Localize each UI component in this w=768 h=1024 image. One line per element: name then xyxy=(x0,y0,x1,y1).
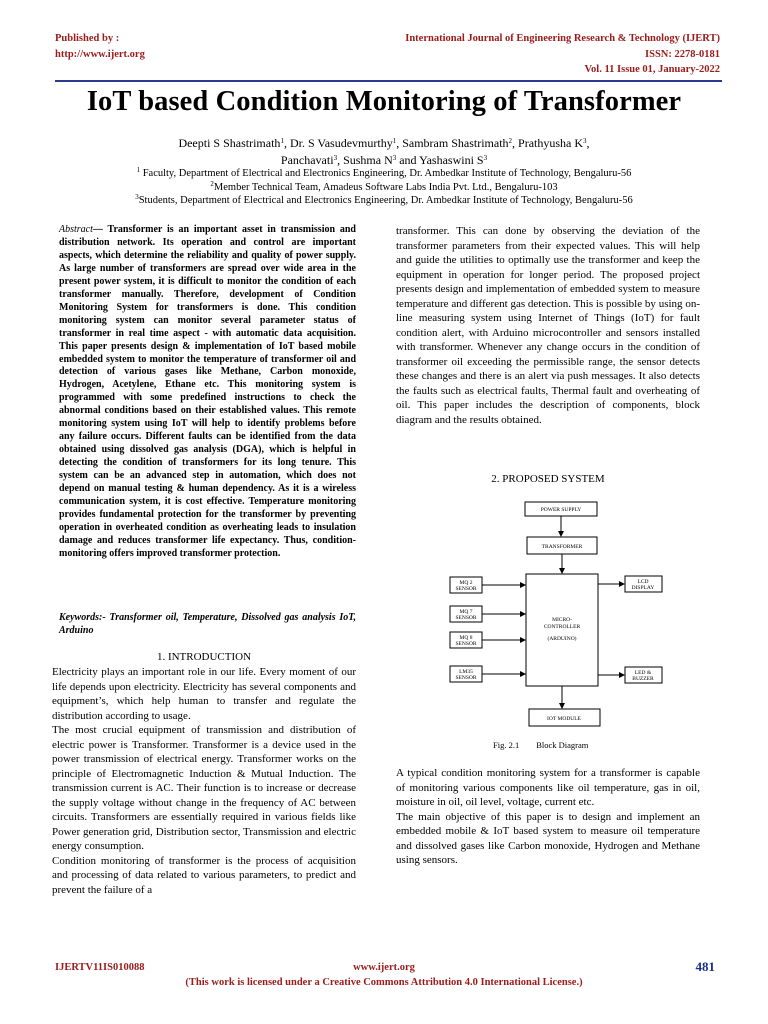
svg-text:SENSOR: SENSOR xyxy=(455,615,477,621)
svg-text:(ARDUINO): (ARDUINO) xyxy=(547,636,577,642)
paragraph: Condition monitoring of transformer is the process of acquisition and processing of data related to various parameters, to predict and prevent the failure of a xyxy=(52,854,356,896)
author: Panchavati xyxy=(280,153,334,167)
svg-text:POWER SUPPLY: POWER SUPPLY xyxy=(540,507,582,513)
microcontroller-block xyxy=(526,574,598,686)
power-supply-block xyxy=(525,502,597,516)
author: , Prathyusha K xyxy=(512,136,584,150)
author: , Dr. S Vasudevmurthy xyxy=(283,136,393,150)
publisher-block xyxy=(55,31,145,63)
abstract-text: Transformer is an important asset in transmission and distribution network. Its operation and control are important aspects, which determine the reliability and quality of power supply. As large number of transformers are spread over wide area in the present power system, it is difficult to monitor the condition of each transformer manually. Therefore, development of Condition Monitoring System for transformers is done. This condition monitoring system can monitor several parameter status of transformer in real time aspect - with automatic data acquisition. This paper presents design & implementation of IoT based mobile embedded system to monitor the temperature of transformer oil and detection of various gases like Methane, Carbon monoxide, Hydrogen, Acetylene, Ethane etc. This monitoring system is programmed with some predefined instructions to check the abnormal conditions based on their established values. This remote monitoring system using IoT will help to identify problems before any failure occurs. Different faults can be identified from the data obtained using dissolved gas analysis (DGA), which is helpful in detecting the condition of transformers for its long tenure. This system can be an advanced step in automation, which does not depend on manual testing & human dependency. As it is a wireless communication system, it is cost effective. Temperature monitoring provides fundamental protection for the transformer by preventing operation in overheated condition as overheating leads to insulation damage and reduces transformer life expectancy. Thus, condition-monitoring offers improved transformer protection. xyxy=(59,224,356,559)
paragraph: The most crucial equipment of transmission and distribution of electric power is Transformer. Transformer is a device used in the power transmission of electrical energy. Transformer works on the principle of Electromagnetic Induction & Mutual Induction. The transmission current is AC. Their function is to increase or decrease the supply voltage without change in the frequency of AC between circuits. Transformers are essentially required in various fields like Power generation grid, Distribution sector, Transmission and electric energy consumption. xyxy=(52,724,356,852)
journal-info-block xyxy=(405,31,720,78)
section-heading-introduction: 1. INTRODUCTION xyxy=(156,651,252,663)
svg-text:MICRO-: MICRO- xyxy=(552,617,572,623)
introduction-body xyxy=(52,665,356,897)
author-list: Deepti S Shastrimath$^1$, Dr. S Vasudevmurthy$^1$, Sambram Shastrimath$^2$, Prathyusha $K^3$, Panchavati$^3$, Sushma $N^3$ and Yashaswini $S^3$ xyxy=(178,136,590,167)
page-number: 481 xyxy=(695,959,715,974)
svg-text:BUZZER: BUZZER xyxy=(632,676,654,682)
transformer-block xyxy=(527,537,597,554)
abstract: Abstract— Transformer is an important asset in transmission and distribution network. Its operation and control are important aspects, which determine the reliability and quality of power supply. As large number of transformers are spread over wide area in the present power system, it is difficult to monitor the condition of each transformer manually. Therefore, development of Condition Monitoring System for transformers is done. This condition monitoring system can monitor several parameter status of transformer in real time aspect - with automatic data acquisition. This paper presents design & implementation of IoT based mobile embedded system to monitor the temperature of transformer oil and detection of various gases like Methane, Carbon monoxide, Hydrogen, Acetylene, Ethane etc. This monitoring system is programmed with some predefined instructions to check the abnormal conditions based on their established values. This remote monitoring system using IoT will help to identify problems before any failure occurs. Different faults can be identified from the data obtained using dissolved gas analysis (DGA), which is helpful in detecting the condition of transformers for its long tenure. This system can be an advanced step in automation, which does not depend on manual testing & human dependency. As it is a wireless communication system, it is cost effective. Temperature monitoring provides fundamental protection for the transformer by preventing operation in overheated condition as overheating leads to insulation damage and reduces transformer life expectancy. Thus, condition-monitoring offers improved transformer protection. xyxy=(59,224,356,559)
svg-text:SENSOR: SENSOR xyxy=(455,675,477,681)
author: and Yashaswini S xyxy=(396,153,484,167)
affiliation: $^3$Students, Department of Electrical and Electronics Engineering, Dr. Ambedkar Institute of Technology, Bengaluru-56 xyxy=(135,193,633,206)
svg-text:SENSOR: SENSOR xyxy=(455,586,477,592)
svg-text:LED &: LED & xyxy=(634,670,652,676)
mq2-sensor-block xyxy=(450,577,482,593)
lm35-sensor-block xyxy=(450,666,482,682)
svg-text:MQ 2: MQ 2 xyxy=(459,580,473,586)
right-column-text-lower xyxy=(396,766,700,868)
published-by-label: Published by : xyxy=(55,33,120,44)
volume-issue: Vol. 11 Issue 01, January-2022 xyxy=(584,64,720,75)
block-diagram xyxy=(440,496,670,732)
svg-text:MQ 8: MQ 8 xyxy=(459,635,473,641)
right-column-text xyxy=(396,224,700,427)
svg-text:IOT MODULE: IOT MODULE xyxy=(547,716,581,722)
abstract-label: Abstract xyxy=(59,224,93,235)
paragraph: Electricity plays an important role in our life. Every moment of our life depends upon electricity. Electricity has several components and equipment’s, which help human to transfer and regulate the distribution according to usage. xyxy=(52,666,356,722)
section-heading-proposed-system: 2. PROPOSED SYSTEM xyxy=(491,473,605,485)
issn: ISSN: 2278-0181 xyxy=(645,48,720,60)
figure-caption: Fig. 2.1 Block Diagram xyxy=(493,740,589,750)
svg-text:DISPLAY: DISPLAY xyxy=(631,585,655,591)
affiliation: $^2$Member Technical Team, Amadeus Software Labs India Pvt. Ltd., Bengaluru-103 xyxy=(210,179,558,193)
svg-text:CONTROLLER: CONTROLLER xyxy=(543,624,581,630)
author: , Sambram Shastrimath xyxy=(396,136,509,150)
journal-url-link[interactable]: http://www.ijert.org xyxy=(55,49,145,60)
license-notice: (This work is licensed under a Creative Commons Attribution 4.0 International License.) xyxy=(185,977,583,988)
footer-url-link[interactable]: www.ijert.org xyxy=(353,962,415,973)
keywords: Keywords:- Transformer oil, Temperature, Dissolved gas analysis IoT, Arduino xyxy=(59,612,356,636)
svg-text:TRANSFORMER: TRANSFORMER xyxy=(541,544,583,550)
journal-name: International Journal of Engineering Research & Technology (IJERT) xyxy=(405,33,720,44)
svg-text:SENSOR: SENSOR xyxy=(455,641,477,647)
author: Deepti S Shastrimath xyxy=(178,136,281,150)
mq8-sensor-block xyxy=(450,632,482,648)
affiliation-list xyxy=(0,167,768,208)
lcd-display-block xyxy=(625,576,662,592)
author: , Sushma N xyxy=(337,153,393,167)
svg-text:LCD: LCD xyxy=(637,579,649,585)
mq7-sensor-block xyxy=(450,606,482,622)
led-buzzer-block xyxy=(625,667,662,683)
paragraph: The main objective of this paper is to design and implement an embedded mobile & IoT based system to measure oil temperature and dissolved gases like Carbon monoxide, Hydrogen and Methane using sensors. xyxy=(396,810,700,866)
affiliation: $^1$ Faculty, Department of Electrical and Electronics Engineering, Dr. Ambedkar Institute of Technology, Bengaluru-56 xyxy=(136,166,632,179)
paper-code: IJERTV11IS010088 xyxy=(55,962,145,973)
paper-title: IoT based Condition Monitoring of Transformer xyxy=(86,86,682,117)
svg-text:LM35: LM35 xyxy=(459,669,473,675)
svg-text:MQ 7: MQ 7 xyxy=(459,609,473,615)
header-rule xyxy=(55,80,722,82)
paragraph: transformer. This can done by observing the deviation of the transformer parameters from their expected values. This will help and guide the utilities to optimally use the transformer and keep the equipment in operation for longer period. The proposed project presents design and implementation of embedded system to measure temperature and different gas detection. This is possible by using on-line measuring system using Internet of Things (IoT) for fault condition alert, with Arduino microcontroller and sensors installed with transformer. Whenever any change occurs in the condition of transformer oil exceeding the permissible range, the sensor detects these changes and there is an alert via push messages. It also detects the faults such as electrical faults, Thermal fault and overheating of oil. This paper includes the description of components, block diagram and the results obtained. xyxy=(396,225,700,426)
paragraph: A typical condition monitoring system for a transformer is capable of monitoring various components like oil temperature, gas in oil, moisture in oil, oil level, voltage, current etc. xyxy=(396,767,700,808)
iot-module-block xyxy=(529,709,600,726)
